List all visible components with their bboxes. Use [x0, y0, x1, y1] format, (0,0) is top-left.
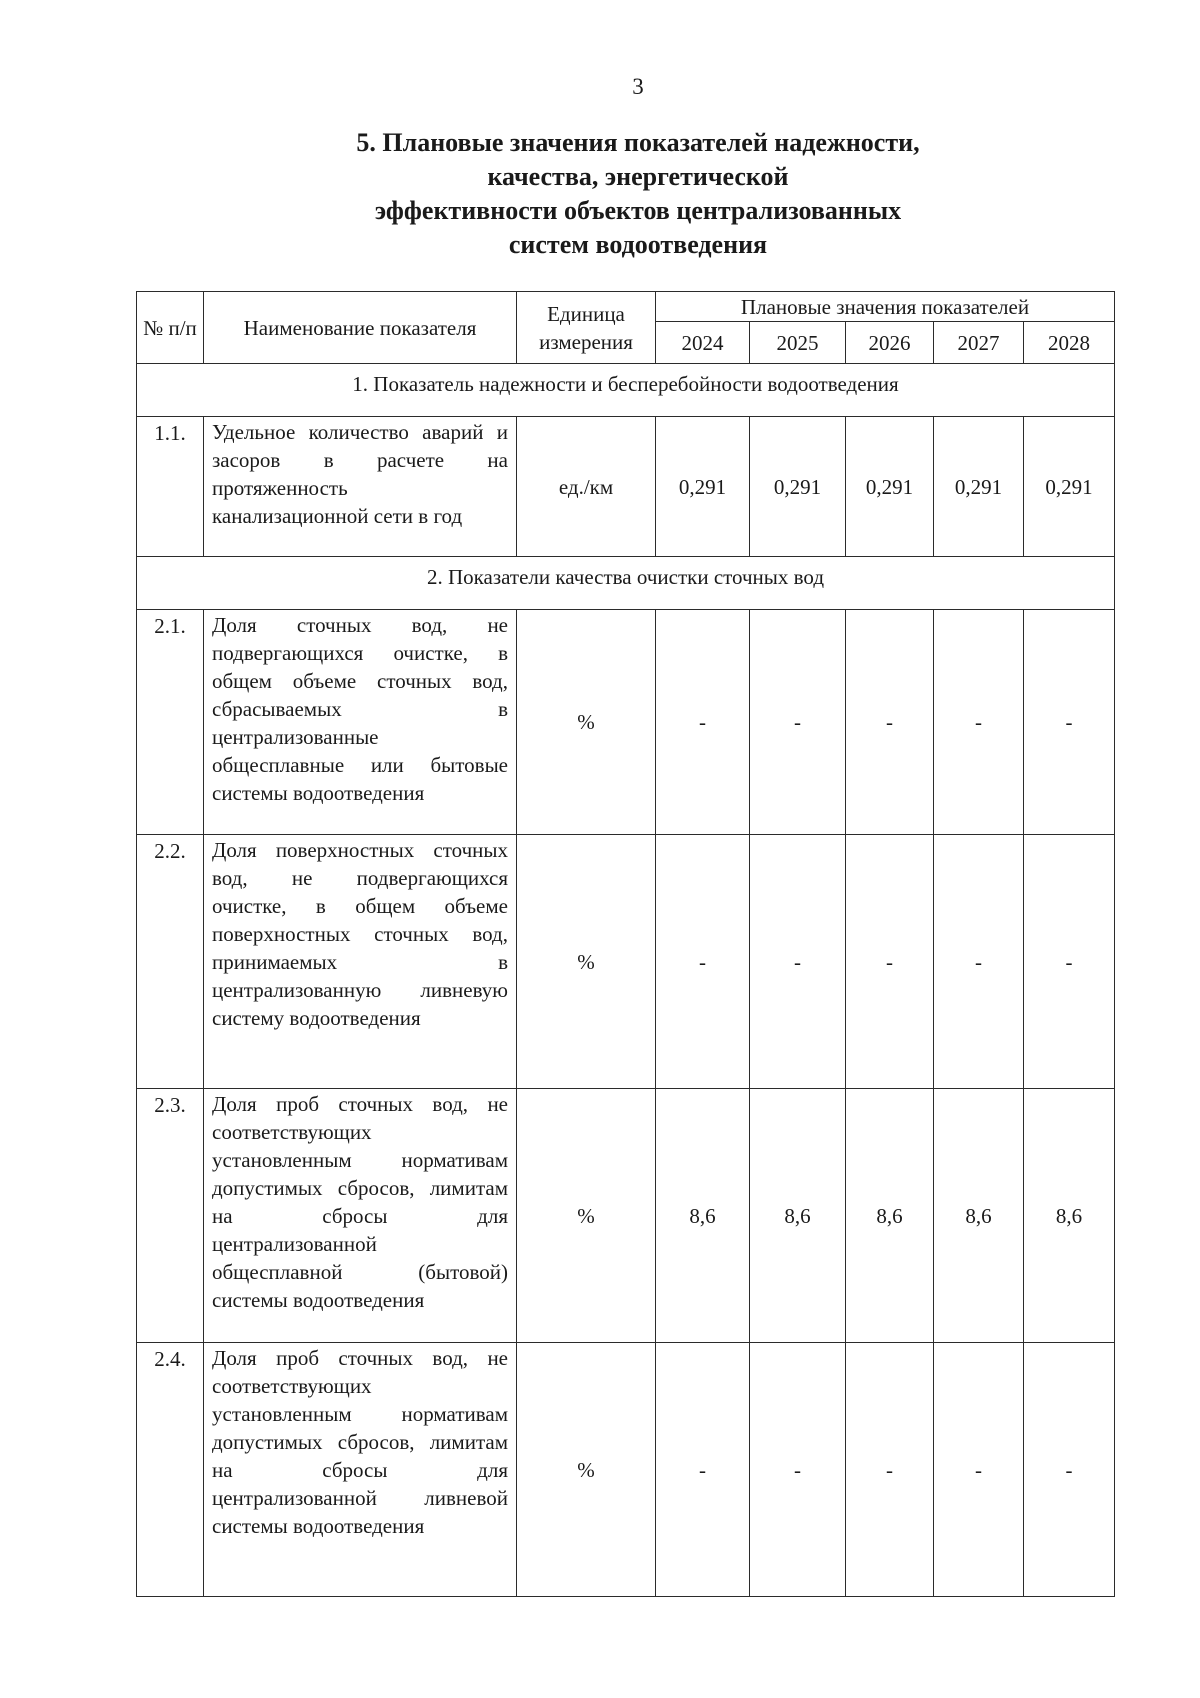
value-cell: -	[656, 610, 750, 835]
column-header-year: 2028	[1024, 322, 1115, 364]
section-row	[137, 364, 1115, 417]
row-number: 2.1.	[137, 610, 204, 835]
value-cell: -	[750, 835, 846, 1089]
value-cell: -	[934, 835, 1024, 1089]
value-cell: 8,6	[656, 1089, 750, 1343]
heading-line: систем водоотведения	[508, 230, 768, 259]
row-number: 2.2.	[137, 835, 204, 1089]
value-cell: -	[750, 1343, 846, 1597]
unit-cell: %	[517, 835, 656, 1089]
unit-cell: %	[517, 610, 656, 835]
section-row	[137, 557, 1115, 610]
value-cell: 8,6	[750, 1089, 846, 1343]
column-header-year: 2025	[750, 322, 846, 364]
unit-cell: ед./км	[517, 417, 656, 557]
indicator-name: Доля проб сточных вод, не соответствующих установленным нормативам допустимых сбросов, лимитам на сбросы для централизованной общесплавной (бытовой) системы водоотведения	[204, 1089, 517, 1343]
indicator-name: Доля сточных вод, не подвергающихся очистке, в общем объеме сточных вод, сбрасываемых в централизованные общесплавные или бытовые системы водоотведения	[204, 610, 517, 835]
value-cell: -	[846, 610, 934, 835]
section-title: 2. Показатели качества очистки сточных вод	[137, 557, 1115, 610]
value-cell: -	[934, 610, 1024, 835]
heading-line: качества, энергетической	[487, 162, 789, 191]
row-number: 2.4.	[137, 1343, 204, 1597]
heading-line: 5. Плановые значения показателей надежности,	[356, 128, 920, 157]
value-cell: -	[1024, 1343, 1115, 1597]
value-cell: -	[656, 835, 750, 1089]
value-cell: 0,291	[656, 417, 750, 557]
column-header-year: 2027	[934, 322, 1024, 364]
value-cell: -	[656, 1343, 750, 1597]
indicator-name: Удельное количество аварий и засоров в расчете на протяженность канализационной сети в год	[204, 417, 517, 557]
row-number: 1.1.	[137, 417, 204, 557]
value-cell: -	[1024, 610, 1115, 835]
column-header-year: 2026	[846, 322, 934, 364]
page-number: 3	[632, 74, 644, 99]
column-header-plan: Плановые значения показателей	[656, 292, 1115, 322]
indicators-table	[136, 291, 1115, 1597]
value-cell: -	[846, 835, 934, 1089]
table-row	[137, 417, 1115, 557]
row-number: 2.3.	[137, 1089, 204, 1343]
value-cell: 0,291	[846, 417, 934, 557]
section-title: 1. Показатель надежности и бесперебойности водоотведения	[137, 364, 1115, 417]
column-header-year: 2024	[656, 322, 750, 364]
value-cell: 8,6	[1024, 1089, 1115, 1343]
column-header-name: Наименование показателя	[204, 292, 517, 364]
value-cell: 0,291	[1024, 417, 1115, 557]
column-header-unit: Единица измерения	[517, 292, 656, 364]
document-heading	[0, 126, 1200, 262]
unit-cell: %	[517, 1089, 656, 1343]
table-row	[137, 1089, 1115, 1343]
heading-line: эффективности объектов централизованных	[374, 196, 902, 225]
unit-cell: %	[517, 1343, 656, 1597]
indicator-name: Доля поверхностных сточных вод, не подвергающихся очистке, в общем объеме поверхностных сточных вод, принимаемых в централизованную ливневую систему водоотведения	[204, 835, 517, 1089]
value-cell: 8,6	[846, 1089, 934, 1343]
value-cell: -	[1024, 835, 1115, 1089]
indicator-name: Доля проб сточных вод, не соответствующих установленным нормативам допустимых сбросов, лимитам на сбросы для централизованной ливневой системы водоотведения	[204, 1343, 517, 1597]
value-cell: 0,291	[934, 417, 1024, 557]
value-cell: -	[750, 610, 846, 835]
table-row	[137, 610, 1115, 835]
value-cell: -	[934, 1343, 1024, 1597]
table-row	[137, 835, 1115, 1089]
value-cell: -	[846, 1343, 934, 1597]
value-cell: 0,291	[750, 417, 846, 557]
column-header-num: № п/п	[137, 292, 204, 364]
value-cell: 8,6	[934, 1089, 1024, 1343]
table-row	[137, 1343, 1115, 1597]
